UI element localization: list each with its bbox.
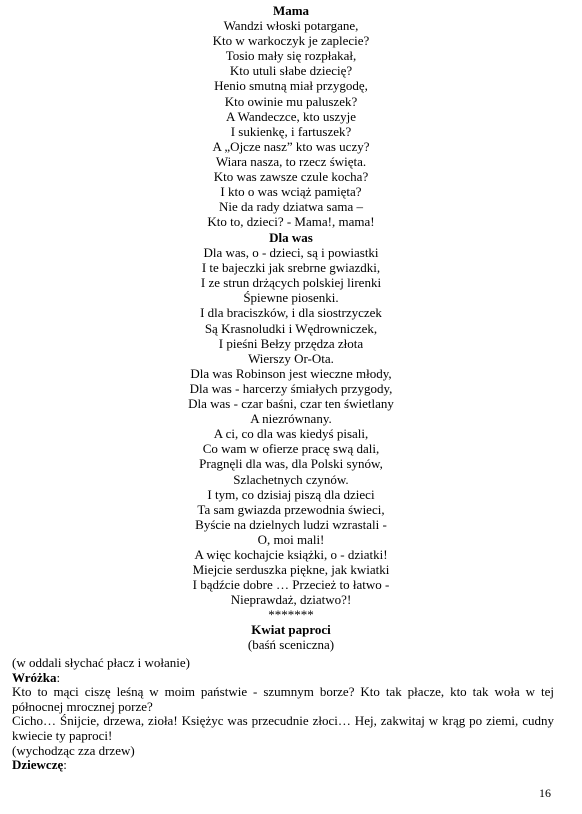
- poem-line: A ci, co dla was kiedyś pisali,: [213, 426, 369, 442]
- poem-dla-was: [0, 230, 582, 607]
- poem-line: Dla was - czar baśni, czar ten świetlany: [188, 396, 394, 412]
- speaker-line: [12, 671, 554, 686]
- poem-line: Wiara nasza, to rzecz święta.: [215, 153, 367, 169]
- scene-subtitle: (baśń sceniczna): [247, 637, 335, 653]
- speaker-line: [12, 758, 554, 773]
- poem-title: Mama: [272, 3, 310, 18]
- poem-line: I ze strun drżących polskiej lirenki: [200, 275, 382, 291]
- poem-line: Wierszy Or-Ota.: [248, 350, 334, 366]
- scene-title: Kwiat paproci: [251, 622, 331, 638]
- poem-line: Pragnęli dla was, dla Polski synów,: [199, 456, 383, 472]
- speaker-colon: :: [56, 669, 61, 685]
- poem-line: Śpiewne piosenki.: [243, 290, 339, 306]
- speech-paragraph: Cicho… Śnijcie, drzewa, zioła! Księżyc was przecudnie złoci… Hej, zakwitaj w krąg po ziemi, cudny kwiecie ty paproci!: [12, 713, 554, 743]
- page-number: 16: [539, 786, 551, 800]
- poem-line: Byście na dzielnych ludzi wzrastali -: [195, 516, 387, 532]
- poem-line: I kto o was wciąż pamięta?: [220, 184, 362, 200]
- poem-line: Szlachetnych czynów.: [233, 471, 349, 487]
- poem-line: O, moi mali!: [257, 531, 325, 547]
- poem-line: Wandzi włoski potargane,: [223, 18, 359, 34]
- poem-line: Dla was, o - dzieci, są i powiastki: [203, 245, 379, 261]
- poem-line: Tosio mały się rozpłakał,: [225, 48, 357, 64]
- stage-direction: (w oddali słychać płacz i wołanie): [12, 655, 190, 670]
- poem-line: Kto to, dzieci? - Mama!, mama!: [207, 214, 375, 230]
- poem-title: Dla was: [269, 230, 313, 245]
- poem-line: Kto was zawsze czule kocha?: [213, 169, 369, 185]
- poem-line: I tym, co dzisiaj piszą dla dzieci: [207, 486, 375, 502]
- scene-heading: [0, 607, 582, 652]
- poem-line: I sukienkę, i fartuszek?: [230, 123, 352, 139]
- poem-line: Henio smutną miał przygodę,: [214, 78, 368, 94]
- poem-line: A Wandeczce, kto uszyje: [225, 108, 357, 124]
- poem-line: I dla braciszków, i dla siostrzyczek: [200, 305, 382, 321]
- section-separator: *******: [268, 607, 314, 622]
- poem-line: A więc kochajcie książki, o - dziatki!: [194, 546, 388, 562]
- poem-mama: [0, 3, 582, 229]
- poem-line: Kto utuli słabe dziecię?: [229, 63, 353, 79]
- speaker-name: Dziewczę: [12, 757, 64, 773]
- poem-line: I pieśni Bełzy przędza złota: [218, 335, 364, 351]
- scene-text: [12, 656, 554, 773]
- poem-line: Co wam w ofierze pracę swą dali,: [202, 441, 380, 457]
- poem-line: A niezrównany.: [250, 411, 332, 427]
- poem-line: I bądźcie dobre … Przecież to łatwo -: [192, 577, 390, 593]
- speech-paragraph: Kto to mąci ciszę leśną w moim państwie - szumnym borze? Kto tak płacze, kto tak woła w tej północnej mrocznej porze?: [12, 684, 554, 714]
- poem-line: I te bajeczki jak srebrne gwiazdki,: [201, 260, 381, 276]
- poem-line: Dla was Robinson jest wieczne młody,: [190, 365, 392, 381]
- poem-line: A „Ojcze nasz” kto was uczy?: [212, 138, 370, 154]
- speaker-name: Wróżka: [12, 669, 57, 685]
- stage-direction: (wychodząc zza drzew): [12, 742, 135, 758]
- poem-line: Dla was - harcerzy śmiałych przygody,: [189, 380, 393, 396]
- poem-line: Ta sam gwiazda przewodnia świeci,: [197, 501, 385, 517]
- poem-line: Są Krasnoludki i Wędrowniczek,: [204, 320, 378, 336]
- speaker-colon: :: [63, 757, 67, 773]
- poem-line: Kto w warkoczyk je zaplecie?: [212, 33, 370, 49]
- poem-line: Nieprawdaż, dziatwo?!: [230, 592, 352, 608]
- poem-line: Miejcie serduszka piękne, jak kwiatki: [192, 562, 390, 578]
- poem-line: Kto owinie mu paluszek?: [224, 93, 358, 109]
- poem-line: Nie da rady dziatwa sama –: [218, 199, 364, 215]
